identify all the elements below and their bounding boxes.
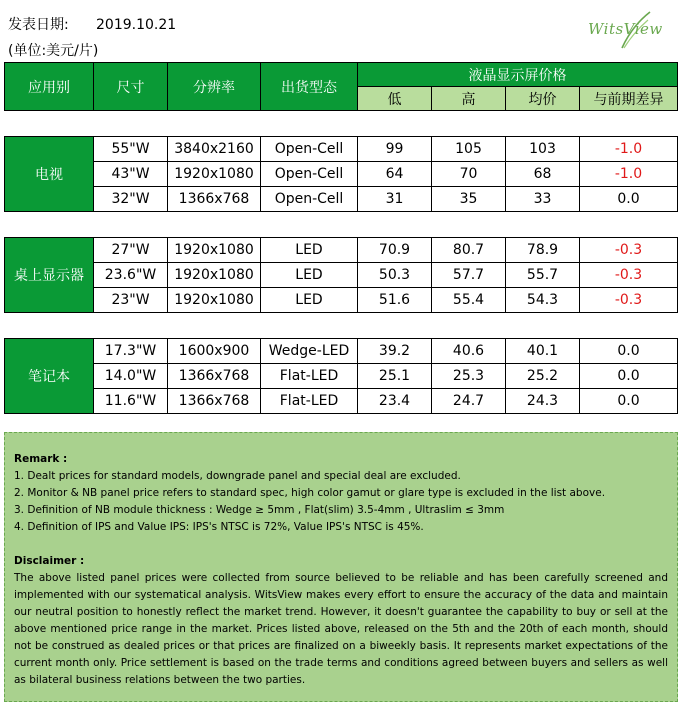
table-row bbox=[5, 238, 678, 263]
publish-date-line bbox=[8, 14, 176, 34]
logo-text: WitsView bbox=[588, 20, 663, 38]
application-group-label: 桌上显示器 bbox=[5, 238, 94, 313]
cell-size: 17.3"W bbox=[94, 339, 168, 364]
cell-resolution: 1920x1080 bbox=[168, 263, 261, 288]
cell-type: Flat-LED bbox=[261, 389, 358, 414]
cell-avg: 25.2 bbox=[506, 364, 580, 389]
cell-size: 32"W bbox=[94, 187, 168, 212]
cell-type: LED bbox=[261, 288, 358, 313]
cell-diff: -0.3 bbox=[580, 238, 678, 263]
cell-type: LED bbox=[261, 238, 358, 263]
cell-size: 43"W bbox=[94, 162, 168, 187]
table-row bbox=[5, 187, 678, 212]
cell-size: 27"W bbox=[94, 238, 168, 263]
table-row bbox=[5, 162, 678, 187]
cell-high: 105 bbox=[432, 137, 506, 162]
remark-item: 4. Definition of IPS and Value IPS: IPS's NTSC is 72%, Value IPS's NTSC is 45%. bbox=[14, 521, 424, 533]
remark-item: 2. Monitor & NB panel price refers to standard spec, high color gamut or glare type is excluded in the list above. bbox=[14, 487, 606, 499]
cell-low: 25.1 bbox=[358, 364, 432, 389]
cell-size: 55"W bbox=[94, 137, 168, 162]
col-header-size: 尺寸 bbox=[94, 63, 168, 111]
cell-type: Open-Cell bbox=[261, 137, 358, 162]
cell-type: Flat-LED bbox=[261, 364, 358, 389]
cell-avg: 33 bbox=[506, 187, 580, 212]
cell-resolution: 1920x1080 bbox=[168, 162, 261, 187]
cell-high: 35 bbox=[432, 187, 506, 212]
cell-high: 24.7 bbox=[432, 389, 506, 414]
remark-title: Remark : bbox=[14, 453, 68, 465]
cell-low: 31 bbox=[358, 187, 432, 212]
panel-price-table bbox=[4, 62, 678, 414]
cell-diff: 0.0 bbox=[580, 339, 678, 364]
cell-low: 23.4 bbox=[358, 389, 432, 414]
application-group-label: 笔记本 bbox=[5, 339, 94, 414]
publish-date-label: 发表日期: bbox=[8, 17, 69, 33]
cell-size: 23"W bbox=[94, 288, 168, 313]
cell-avg: 78.9 bbox=[506, 238, 580, 263]
cell-resolution: 1366x768 bbox=[168, 364, 261, 389]
table-row bbox=[5, 137, 678, 162]
cell-diff: 0.0 bbox=[580, 364, 678, 389]
cell-low: 51.6 bbox=[358, 288, 432, 313]
table-row bbox=[5, 263, 678, 288]
cell-size: 11.6"W bbox=[94, 389, 168, 414]
cell-diff: 0.0 bbox=[580, 389, 678, 414]
cell-low: 50.3 bbox=[358, 263, 432, 288]
cell-resolution: 3840x2160 bbox=[168, 137, 261, 162]
cell-low: 70.9 bbox=[358, 238, 432, 263]
cell-avg: 54.3 bbox=[506, 288, 580, 313]
table-row bbox=[5, 288, 678, 313]
publish-date-value: 2019.10.21 bbox=[96, 17, 177, 33]
cell-resolution: 1920x1080 bbox=[168, 238, 261, 263]
cell-high: 80.7 bbox=[432, 238, 506, 263]
cell-avg: 103 bbox=[506, 137, 580, 162]
cell-resolution: 1600x900 bbox=[168, 339, 261, 364]
witsview-logo bbox=[588, 8, 668, 52]
cell-low: 39.2 bbox=[358, 339, 432, 364]
cell-type: Open-Cell bbox=[261, 187, 358, 212]
col-header-price-group: 液晶显示屏价格 bbox=[358, 63, 678, 87]
cell-avg: 24.3 bbox=[506, 389, 580, 414]
application-group-label: 电视 bbox=[5, 137, 94, 212]
table-row bbox=[5, 339, 678, 364]
cell-size: 14.0"W bbox=[94, 364, 168, 389]
cell-avg: 55.7 bbox=[506, 263, 580, 288]
unit-note: (单位:美元/片) bbox=[8, 43, 99, 59]
cell-type: Open-Cell bbox=[261, 162, 358, 187]
cell-high: 40.6 bbox=[432, 339, 506, 364]
col-header-low: 低 bbox=[358, 87, 432, 111]
cell-diff: 0.0 bbox=[580, 187, 678, 212]
col-header-shipment: 出货型态 bbox=[261, 63, 358, 111]
cell-resolution: 1366x768 bbox=[168, 389, 261, 414]
cell-size: 23.6"W bbox=[94, 263, 168, 288]
cell-avg: 68 bbox=[506, 162, 580, 187]
col-header-high: 高 bbox=[432, 87, 506, 111]
cell-type: Wedge-LED bbox=[261, 339, 358, 364]
table-row bbox=[5, 389, 678, 414]
cell-diff: -0.3 bbox=[580, 288, 678, 313]
cell-diff: -0.3 bbox=[580, 263, 678, 288]
remark-item: 3. Definition of NB module thickness : Wedge ≥ 5mm , Flat(slim) 3.5-4mm , Ultraslim ≤ 3mm bbox=[14, 504, 505, 516]
cell-avg: 40.1 bbox=[506, 339, 580, 364]
cell-diff: -1.0 bbox=[580, 162, 678, 187]
col-header-application: 应用别 bbox=[5, 63, 94, 111]
group-spacer bbox=[5, 313, 678, 339]
table-row bbox=[5, 364, 678, 389]
cell-resolution: 1920x1080 bbox=[168, 288, 261, 313]
cell-type: LED bbox=[261, 263, 358, 288]
cell-low: 99 bbox=[358, 137, 432, 162]
cell-high: 70 bbox=[432, 162, 506, 187]
remark-item: 1. Dealt prices for standard models, downgrade panel and special deal are excluded. bbox=[14, 470, 461, 482]
cell-high: 25.3 bbox=[432, 364, 506, 389]
cell-low: 64 bbox=[358, 162, 432, 187]
cell-high: 57.7 bbox=[432, 263, 506, 288]
disclaimer-title: Disclaimer : bbox=[14, 555, 85, 567]
cell-high: 55.4 bbox=[432, 288, 506, 313]
cell-resolution: 1366x768 bbox=[168, 187, 261, 212]
group-spacer bbox=[5, 111, 678, 137]
cell-diff: -1.0 bbox=[580, 137, 678, 162]
col-header-avg: 均价 bbox=[506, 87, 580, 111]
col-header-resolution: 分辨率 bbox=[168, 63, 261, 111]
remark-box bbox=[4, 432, 678, 702]
group-spacer bbox=[5, 212, 678, 238]
disclaimer-text: The above listed panel prices were collected from source believed to be reliable and has been carefully screened and implemented with our systematical analysis. WitsView makes every effort to ensure the accuracy of the data and maintain our neutral position to honestly reflect the market trend. However, it doesn't guarantee the capability to buy or sell at the above mentioned price range in the market. Prices listed above, released on the 5th and the 20th of each month, should not be construed as dealed prices or that prices are finalized on a biweekly basis. It represents market expectations of the current month only. Price settlement is based on the trade terms and conditions agreed between buyers and sellers as well as bilateral business relations between the two parties. bbox=[14, 572, 668, 686]
col-header-diff: 与前期差异 bbox=[580, 87, 678, 111]
